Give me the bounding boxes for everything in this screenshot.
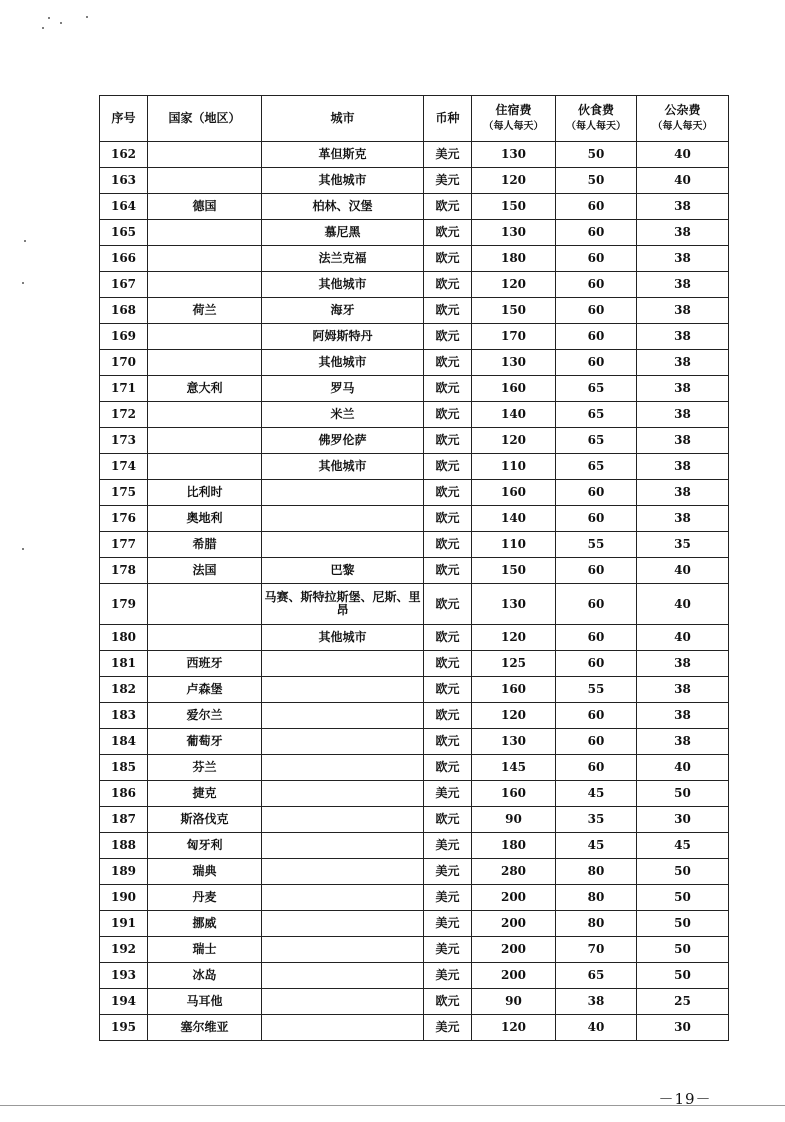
table-row bbox=[100, 755, 729, 781]
row-food-cell: 55 bbox=[556, 532, 637, 558]
row-lodging-cell: 180 bbox=[472, 246, 556, 272]
row-misc-cell: 38 bbox=[637, 428, 729, 454]
row-food-cell: 65 bbox=[556, 963, 637, 989]
row-country-cell: 捷克 bbox=[148, 781, 262, 807]
row-lodging-cell: 120 bbox=[472, 703, 556, 729]
row-city-cell: 巴黎 bbox=[262, 558, 424, 584]
row-misc-cell: 40 bbox=[637, 142, 729, 168]
table-row bbox=[100, 911, 729, 937]
row-city-cell: 马赛、斯特拉斯堡、尼斯、里昂 bbox=[262, 584, 424, 625]
row-city-cell: 柏林、汉堡 bbox=[262, 194, 424, 220]
table-row bbox=[100, 402, 729, 428]
row-city-cell bbox=[262, 651, 424, 677]
table-row bbox=[100, 833, 729, 859]
row-food-cell: 60 bbox=[556, 651, 637, 677]
row-misc-cell: 45 bbox=[637, 833, 729, 859]
row-misc-cell: 38 bbox=[637, 272, 729, 298]
scan-speck bbox=[60, 22, 62, 24]
row-country-cell bbox=[148, 402, 262, 428]
row-country-cell bbox=[148, 625, 262, 651]
row-food-cell: 40 bbox=[556, 1015, 637, 1041]
row-city-cell: 其他城市 bbox=[262, 454, 424, 480]
row-country-cell: 冰岛 bbox=[148, 963, 262, 989]
row-currency-cell: 欧元 bbox=[424, 703, 472, 729]
row-misc-cell: 38 bbox=[637, 454, 729, 480]
row-seq-cell: 172 bbox=[100, 402, 148, 428]
row-lodging-cell: 160 bbox=[472, 677, 556, 703]
table-row bbox=[100, 885, 729, 911]
row-food-cell: 60 bbox=[556, 350, 637, 376]
row-currency-cell: 美元 bbox=[424, 168, 472, 194]
row-food-cell: 60 bbox=[556, 220, 637, 246]
row-country-cell: 葡萄牙 bbox=[148, 729, 262, 755]
row-misc-cell: 38 bbox=[637, 703, 729, 729]
row-lodging-cell: 110 bbox=[472, 532, 556, 558]
row-currency-cell: 美元 bbox=[424, 937, 472, 963]
row-country-cell: 瑞典 bbox=[148, 859, 262, 885]
row-food-cell: 60 bbox=[556, 729, 637, 755]
row-food-cell: 60 bbox=[556, 625, 637, 651]
table-row bbox=[100, 272, 729, 298]
row-lodging-cell: 140 bbox=[472, 402, 556, 428]
row-country-cell: 卢森堡 bbox=[148, 677, 262, 703]
row-currency-cell: 欧元 bbox=[424, 350, 472, 376]
row-country-cell: 马耳他 bbox=[148, 989, 262, 1015]
row-currency-cell: 美元 bbox=[424, 833, 472, 859]
row-misc-cell: 50 bbox=[637, 937, 729, 963]
page-number: －19－ bbox=[658, 1090, 712, 1108]
row-seq-cell: 181 bbox=[100, 651, 148, 677]
row-country-cell bbox=[148, 324, 262, 350]
row-misc-cell: 30 bbox=[637, 1015, 729, 1041]
row-city-cell bbox=[262, 480, 424, 506]
row-misc-cell: 38 bbox=[637, 298, 729, 324]
row-seq-cell: 195 bbox=[100, 1015, 148, 1041]
table-row bbox=[100, 168, 729, 194]
scan-speck bbox=[42, 27, 44, 29]
row-currency-cell: 欧元 bbox=[424, 532, 472, 558]
row-seq-cell: 193 bbox=[100, 963, 148, 989]
row-country-cell: 德国 bbox=[148, 194, 262, 220]
row-misc-cell: 50 bbox=[637, 911, 729, 937]
row-country-cell bbox=[148, 220, 262, 246]
row-city-cell bbox=[262, 677, 424, 703]
row-currency-cell: 欧元 bbox=[424, 480, 472, 506]
header-misc bbox=[637, 96, 729, 142]
row-country-cell bbox=[148, 272, 262, 298]
row-misc-cell: 30 bbox=[637, 807, 729, 833]
table-row bbox=[100, 703, 729, 729]
scan-speck bbox=[86, 16, 88, 18]
row-country-cell: 斯洛伐克 bbox=[148, 807, 262, 833]
row-seq-cell: 189 bbox=[100, 859, 148, 885]
row-seq-cell: 173 bbox=[100, 428, 148, 454]
table-row bbox=[100, 729, 729, 755]
table-row bbox=[100, 781, 729, 807]
row-lodging-cell: 130 bbox=[472, 729, 556, 755]
row-currency-cell: 欧元 bbox=[424, 220, 472, 246]
row-seq-cell: 184 bbox=[100, 729, 148, 755]
row-misc-cell: 40 bbox=[637, 558, 729, 584]
row-currency-cell: 欧元 bbox=[424, 677, 472, 703]
row-city-cell: 法兰克福 bbox=[262, 246, 424, 272]
header-food-unit: （每人每天） bbox=[566, 121, 626, 132]
row-lodging-cell: 120 bbox=[472, 1015, 556, 1041]
row-country-cell: 比利时 bbox=[148, 480, 262, 506]
row-seq-cell: 175 bbox=[100, 480, 148, 506]
row-lodging-cell: 150 bbox=[472, 298, 556, 324]
row-lodging-cell: 160 bbox=[472, 480, 556, 506]
scan-speck bbox=[48, 17, 50, 19]
row-city-cell bbox=[262, 703, 424, 729]
row-currency-cell: 欧元 bbox=[424, 324, 472, 350]
table-row bbox=[100, 651, 729, 677]
row-food-cell: 45 bbox=[556, 833, 637, 859]
row-city-cell: 佛罗伦萨 bbox=[262, 428, 424, 454]
row-currency-cell: 欧元 bbox=[424, 558, 472, 584]
row-food-cell: 35 bbox=[556, 807, 637, 833]
row-currency-cell: 美元 bbox=[424, 142, 472, 168]
row-lodging-cell: 110 bbox=[472, 454, 556, 480]
row-lodging-cell: 140 bbox=[472, 506, 556, 532]
row-lodging-cell: 160 bbox=[472, 781, 556, 807]
row-seq-cell: 163 bbox=[100, 168, 148, 194]
row-city-cell: 其他城市 bbox=[262, 272, 424, 298]
row-currency-cell: 欧元 bbox=[424, 729, 472, 755]
row-food-cell: 70 bbox=[556, 937, 637, 963]
row-currency-cell: 欧元 bbox=[424, 506, 472, 532]
row-lodging-cell: 145 bbox=[472, 755, 556, 781]
row-country-cell bbox=[148, 142, 262, 168]
row-misc-cell: 40 bbox=[637, 584, 729, 625]
row-food-cell: 60 bbox=[556, 584, 637, 625]
row-misc-cell: 38 bbox=[637, 246, 729, 272]
row-misc-cell: 38 bbox=[637, 506, 729, 532]
row-lodging-cell: 120 bbox=[472, 168, 556, 194]
row-food-cell: 65 bbox=[556, 376, 637, 402]
row-seq-cell: 176 bbox=[100, 506, 148, 532]
row-seq-cell: 177 bbox=[100, 532, 148, 558]
row-seq-cell: 171 bbox=[100, 376, 148, 402]
row-lodging-cell: 150 bbox=[472, 194, 556, 220]
header-city: 城市 bbox=[262, 96, 424, 142]
row-lodging-cell: 130 bbox=[472, 350, 556, 376]
row-misc-cell: 50 bbox=[637, 963, 729, 989]
table-row bbox=[100, 246, 729, 272]
row-country-cell: 匈牙利 bbox=[148, 833, 262, 859]
row-seq-cell: 168 bbox=[100, 298, 148, 324]
row-country-cell: 挪威 bbox=[148, 911, 262, 937]
row-food-cell: 38 bbox=[556, 989, 637, 1015]
row-food-cell: 50 bbox=[556, 168, 637, 194]
row-lodging-cell: 120 bbox=[472, 428, 556, 454]
row-lodging-cell: 130 bbox=[472, 142, 556, 168]
header-country: 国家（地区） bbox=[148, 96, 262, 142]
row-currency-cell: 美元 bbox=[424, 859, 472, 885]
row-city-cell bbox=[262, 885, 424, 911]
row-food-cell: 60 bbox=[556, 246, 637, 272]
table-row bbox=[100, 963, 729, 989]
row-seq-cell: 182 bbox=[100, 677, 148, 703]
row-currency-cell: 美元 bbox=[424, 911, 472, 937]
row-seq-cell: 170 bbox=[100, 350, 148, 376]
row-country-cell: 瑞士 bbox=[148, 937, 262, 963]
row-currency-cell: 欧元 bbox=[424, 194, 472, 220]
row-food-cell: 50 bbox=[556, 142, 637, 168]
row-misc-cell: 38 bbox=[637, 324, 729, 350]
row-country-cell: 奥地利 bbox=[148, 506, 262, 532]
row-food-cell: 65 bbox=[556, 454, 637, 480]
header-food bbox=[556, 96, 637, 142]
header-lodging-label: 住宿费 bbox=[495, 103, 532, 117]
row-currency-cell: 欧元 bbox=[424, 402, 472, 428]
row-food-cell: 60 bbox=[556, 324, 637, 350]
row-city-cell bbox=[262, 807, 424, 833]
row-currency-cell: 欧元 bbox=[424, 584, 472, 625]
row-food-cell: 60 bbox=[556, 755, 637, 781]
travel-fee-table bbox=[99, 95, 729, 1041]
row-misc-cell: 38 bbox=[637, 220, 729, 246]
row-city-cell: 其他城市 bbox=[262, 350, 424, 376]
row-country-cell bbox=[148, 454, 262, 480]
row-city-cell: 海牙 bbox=[262, 298, 424, 324]
table-row bbox=[100, 298, 729, 324]
row-seq-cell: 164 bbox=[100, 194, 148, 220]
row-city-cell: 阿姆斯特丹 bbox=[262, 324, 424, 350]
row-currency-cell: 欧元 bbox=[424, 246, 472, 272]
row-city-cell bbox=[262, 937, 424, 963]
table-row bbox=[100, 220, 729, 246]
row-city-cell bbox=[262, 755, 424, 781]
row-misc-cell: 25 bbox=[637, 989, 729, 1015]
row-city-cell: 革但斯克 bbox=[262, 142, 424, 168]
table-row bbox=[100, 807, 729, 833]
row-currency-cell: 美元 bbox=[424, 781, 472, 807]
row-lodging-cell: 170 bbox=[472, 324, 556, 350]
row-currency-cell: 美元 bbox=[424, 885, 472, 911]
row-misc-cell: 38 bbox=[637, 376, 729, 402]
row-lodging-cell: 160 bbox=[472, 376, 556, 402]
row-food-cell: 80 bbox=[556, 885, 637, 911]
row-city-cell: 米兰 bbox=[262, 402, 424, 428]
row-city-cell: 罗马 bbox=[262, 376, 424, 402]
row-city-cell bbox=[262, 989, 424, 1015]
header-misc-label: 公杂费 bbox=[664, 103, 701, 117]
row-misc-cell: 38 bbox=[637, 350, 729, 376]
row-currency-cell: 美元 bbox=[424, 1015, 472, 1041]
row-food-cell: 60 bbox=[556, 506, 637, 532]
table-row bbox=[100, 625, 729, 651]
row-food-cell: 65 bbox=[556, 402, 637, 428]
row-city-cell bbox=[262, 532, 424, 558]
row-city-cell bbox=[262, 781, 424, 807]
row-seq-cell: 186 bbox=[100, 781, 148, 807]
table-row bbox=[100, 677, 729, 703]
table-row bbox=[100, 350, 729, 376]
table-row bbox=[100, 584, 729, 625]
row-lodging-cell: 200 bbox=[472, 885, 556, 911]
row-seq-cell: 188 bbox=[100, 833, 148, 859]
row-country-cell bbox=[148, 428, 262, 454]
row-misc-cell: 50 bbox=[637, 781, 729, 807]
row-misc-cell: 40 bbox=[637, 625, 729, 651]
row-seq-cell: 190 bbox=[100, 885, 148, 911]
row-lodging-cell: 90 bbox=[472, 807, 556, 833]
row-country-cell bbox=[148, 246, 262, 272]
table-row bbox=[100, 859, 729, 885]
row-country-cell: 荷兰 bbox=[148, 298, 262, 324]
row-city-cell bbox=[262, 833, 424, 859]
table-row bbox=[100, 989, 729, 1015]
row-city-cell: 其他城市 bbox=[262, 168, 424, 194]
row-country-cell bbox=[148, 350, 262, 376]
scan-speck bbox=[24, 240, 26, 242]
row-city-cell bbox=[262, 1015, 424, 1041]
header-lodging bbox=[472, 96, 556, 142]
row-misc-cell: 40 bbox=[637, 755, 729, 781]
table-row bbox=[100, 324, 729, 350]
table-row bbox=[100, 376, 729, 402]
row-misc-cell: 40 bbox=[637, 168, 729, 194]
row-lodging-cell: 130 bbox=[472, 220, 556, 246]
header-currency: 币种 bbox=[424, 96, 472, 142]
header-seq: 序号 bbox=[100, 96, 148, 142]
row-food-cell: 60 bbox=[556, 703, 637, 729]
row-city-cell bbox=[262, 963, 424, 989]
row-lodging-cell: 180 bbox=[472, 833, 556, 859]
row-food-cell: 80 bbox=[556, 859, 637, 885]
row-seq-cell: 191 bbox=[100, 911, 148, 937]
row-seq-cell: 162 bbox=[100, 142, 148, 168]
row-country-cell: 芬兰 bbox=[148, 755, 262, 781]
table-body bbox=[100, 142, 729, 1041]
row-currency-cell: 美元 bbox=[424, 963, 472, 989]
row-misc-cell: 50 bbox=[637, 859, 729, 885]
table-row bbox=[100, 558, 729, 584]
row-country-cell: 希腊 bbox=[148, 532, 262, 558]
table-row bbox=[100, 142, 729, 168]
row-food-cell: 60 bbox=[556, 194, 637, 220]
row-misc-cell: 38 bbox=[637, 480, 729, 506]
header-food-label: 伙食费 bbox=[577, 103, 614, 117]
row-lodging-cell: 130 bbox=[472, 584, 556, 625]
table-row bbox=[100, 480, 729, 506]
row-misc-cell: 50 bbox=[637, 885, 729, 911]
row-city-cell bbox=[262, 729, 424, 755]
table-row bbox=[100, 937, 729, 963]
row-food-cell: 60 bbox=[556, 558, 637, 584]
row-country-cell: 法国 bbox=[148, 558, 262, 584]
table-row bbox=[100, 428, 729, 454]
row-city-cell bbox=[262, 506, 424, 532]
row-city-cell: 慕尼黑 bbox=[262, 220, 424, 246]
row-country-cell: 丹麦 bbox=[148, 885, 262, 911]
row-currency-cell: 欧元 bbox=[424, 428, 472, 454]
row-country-cell: 塞尔维亚 bbox=[148, 1015, 262, 1041]
row-lodging-cell: 125 bbox=[472, 651, 556, 677]
row-seq-cell: 166 bbox=[100, 246, 148, 272]
row-seq-cell: 183 bbox=[100, 703, 148, 729]
row-misc-cell: 38 bbox=[637, 729, 729, 755]
row-seq-cell: 180 bbox=[100, 625, 148, 651]
row-seq-cell: 187 bbox=[100, 807, 148, 833]
row-seq-cell: 178 bbox=[100, 558, 148, 584]
header-misc-unit: （每人每天） bbox=[652, 121, 713, 132]
table-row bbox=[100, 532, 729, 558]
scan-speck bbox=[22, 548, 24, 550]
table-row bbox=[100, 194, 729, 220]
table-row bbox=[100, 1015, 729, 1041]
row-currency-cell: 欧元 bbox=[424, 989, 472, 1015]
row-seq-cell: 174 bbox=[100, 454, 148, 480]
row-currency-cell: 欧元 bbox=[424, 651, 472, 677]
row-food-cell: 45 bbox=[556, 781, 637, 807]
row-misc-cell: 38 bbox=[637, 651, 729, 677]
row-currency-cell: 欧元 bbox=[424, 454, 472, 480]
table-row bbox=[100, 454, 729, 480]
row-misc-cell: 38 bbox=[637, 677, 729, 703]
row-misc-cell: 35 bbox=[637, 532, 729, 558]
row-food-cell: 60 bbox=[556, 272, 637, 298]
row-city-cell bbox=[262, 911, 424, 937]
row-food-cell: 60 bbox=[556, 298, 637, 324]
row-seq-cell: 179 bbox=[100, 584, 148, 625]
row-food-cell: 60 bbox=[556, 480, 637, 506]
row-food-cell: 55 bbox=[556, 677, 637, 703]
row-lodging-cell: 120 bbox=[472, 625, 556, 651]
row-misc-cell: 38 bbox=[637, 194, 729, 220]
row-currency-cell: 欧元 bbox=[424, 376, 472, 402]
row-lodging-cell: 200 bbox=[472, 937, 556, 963]
row-city-cell: 其他城市 bbox=[262, 625, 424, 651]
row-lodging-cell: 90 bbox=[472, 989, 556, 1015]
row-seq-cell: 167 bbox=[100, 272, 148, 298]
row-currency-cell: 欧元 bbox=[424, 755, 472, 781]
row-country-cell bbox=[148, 168, 262, 194]
row-lodging-cell: 200 bbox=[472, 911, 556, 937]
row-currency-cell: 欧元 bbox=[424, 625, 472, 651]
row-lodging-cell: 280 bbox=[472, 859, 556, 885]
row-seq-cell: 185 bbox=[100, 755, 148, 781]
row-country-cell: 西班牙 bbox=[148, 651, 262, 677]
row-currency-cell: 欧元 bbox=[424, 807, 472, 833]
row-food-cell: 65 bbox=[556, 428, 637, 454]
row-seq-cell: 192 bbox=[100, 937, 148, 963]
row-lodging-cell: 120 bbox=[472, 272, 556, 298]
table-header-row bbox=[100, 96, 729, 142]
row-currency-cell: 欧元 bbox=[424, 272, 472, 298]
row-city-cell bbox=[262, 859, 424, 885]
row-misc-cell: 38 bbox=[637, 402, 729, 428]
row-country-cell bbox=[148, 584, 262, 625]
row-seq-cell: 194 bbox=[100, 989, 148, 1015]
row-country-cell: 爱尔兰 bbox=[148, 703, 262, 729]
row-currency-cell: 欧元 bbox=[424, 298, 472, 324]
table-row bbox=[100, 506, 729, 532]
scan-speck bbox=[22, 282, 24, 284]
header-lodging-unit: （每人每天） bbox=[483, 121, 544, 132]
row-lodging-cell: 150 bbox=[472, 558, 556, 584]
row-seq-cell: 169 bbox=[100, 324, 148, 350]
row-seq-cell: 165 bbox=[100, 220, 148, 246]
row-country-cell: 意大利 bbox=[148, 376, 262, 402]
row-food-cell: 80 bbox=[556, 911, 637, 937]
row-lodging-cell: 200 bbox=[472, 963, 556, 989]
